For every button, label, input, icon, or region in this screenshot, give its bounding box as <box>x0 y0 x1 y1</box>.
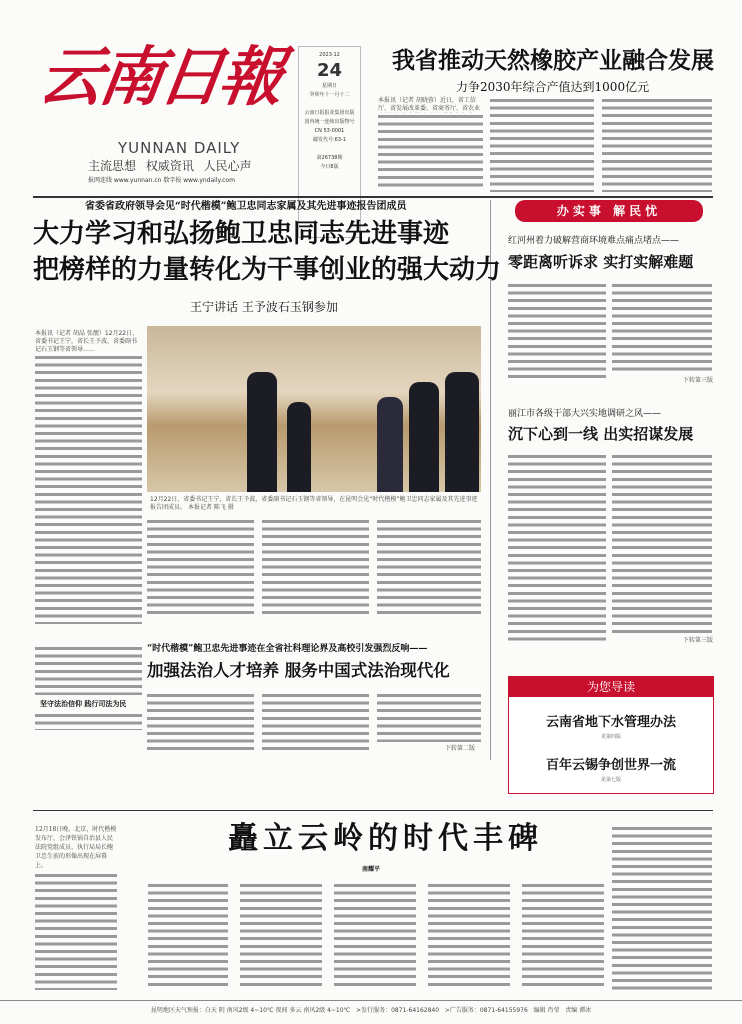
footer-weather: 昆明地区天气预报：白天 阴 南风2级 4~10℃ 夜间 多云 南风2级 4~10℃ <box>150 1007 351 1014</box>
guide-box <box>508 676 714 794</box>
caption-text: 12月22日，省委书记王宁，省长王予波，省委副书记石玉钢等省领导，在昆明会见“时代楷模”鲍卫忠同志家属及其先进事迹报告团成员。 <box>150 496 478 511</box>
publisher: 云南日报报业集团出版 <box>304 110 355 116</box>
main-body-col2 <box>262 518 369 614</box>
feature-col2 <box>240 882 322 990</box>
second-body-col1 <box>147 692 254 752</box>
side1-body-col2 <box>612 282 712 374</box>
side1-kicker: 红河州着力破解营商环境难点痛点堵点—— <box>508 236 680 246</box>
top-body-col2 <box>490 97 594 192</box>
feature-col3 <box>334 882 416 990</box>
side2-kicker: 丽江市各级干部大兴实地调研之风—— <box>508 409 662 419</box>
feature-divider <box>33 810 713 811</box>
main-headline-2[interactable]: 把榜样的力量转化为干事创业的强大动力 <box>33 255 502 285</box>
photo-caption <box>150 496 480 512</box>
second-body-col2 <box>262 692 369 752</box>
guide-item-1-page: 见第四版 <box>600 734 621 740</box>
top-subhead: 力争2030年综合产值达到1000亿元 <box>456 80 650 94</box>
masthead-slogan: 主流思想 权威资讯 人民心声 <box>88 159 252 173</box>
masthead-urls[interactable]: 报网连线 www.yunnan.cn 数字报 www.yndaily.com <box>88 177 235 184</box>
main-body-col1 <box>147 518 254 614</box>
date-year-month: 2023·12 <box>319 52 340 58</box>
date-lunar: 癸卯年十一月十二 <box>309 92 350 98</box>
main-body-col0 <box>35 354 142 624</box>
postal-code: 邮发代号:63-1 <box>312 137 347 143</box>
guide-item-2-page: 见第七版 <box>600 777 621 783</box>
feature-col0 <box>35 872 117 990</box>
second-continued: 下转第二版 <box>445 745 476 752</box>
masthead-divider <box>33 196 713 198</box>
main-kicker: 省委省政府领导会见“时代楷模”鲍卫忠同志家属及其先进事迹报告团成员 <box>85 201 407 212</box>
date-day: 24 <box>316 60 343 81</box>
side1-headline[interactable]: 零距离听诉求 实打实解难题 <box>508 253 694 271</box>
main-lead: 本报讯（记者 胡晶 张靓）12月22日，省委书记王宁，省长王予波，省委副书记石玉钢等省领导…… <box>35 330 139 353</box>
side1-body-col1 <box>508 282 606 382</box>
feature-col6 <box>612 825 712 990</box>
footer-editor: 编辑 肖莹 <box>533 1007 560 1014</box>
feature-col1 <box>148 882 228 990</box>
date-weekday: 星期日 <box>321 83 337 89</box>
feature-col4 <box>428 882 510 990</box>
feature-author: 南耀平 <box>362 866 381 873</box>
issue-number: 第26738期 <box>316 155 343 161</box>
second-body-col3 <box>377 692 481 742</box>
side1-continued: 下转第三版 <box>683 377 714 384</box>
footer-distribution: >发行服务：0871-64162840 <box>356 1007 440 1014</box>
second-headline[interactable]: 加强法治人才培养 服务中国式法治现代化 <box>147 661 450 680</box>
side2-body-col1 <box>508 453 606 643</box>
main-photo[interactable] <box>147 326 481 492</box>
page-count: 今日8版 <box>320 164 339 170</box>
photo-credit: 本报记者 陈飞 摄 <box>187 504 234 511</box>
guide-item-2[interactable]: 百年云锡争创世界一流 <box>545 758 676 773</box>
footer-chief-editor: 责编 谭冰 <box>565 1007 592 1014</box>
guide-title: 为您导读 <box>509 677 713 697</box>
main-subhead: 王宁讲话 王予波石玉钢参加 <box>190 300 338 314</box>
top-body-col1 <box>378 113 483 191</box>
cn-number: CN 53-0001 <box>314 128 345 134</box>
side2-body-col2 <box>612 453 712 633</box>
top-body-col3 <box>602 97 712 192</box>
top-lead: 本报讯（记者 胡晓蓉）近日，省工信厅、省发展改革委、省商务厅、省农业 <box>378 97 481 112</box>
side2-continued: 下转第三版 <box>683 637 714 644</box>
second-kicker: “时代楷模”鲍卫忠先进事迹在全省社科理论界及高校引发强烈反响—— <box>147 644 428 654</box>
top-headline[interactable]: 我省推动天然橡胶产业融合发展 <box>392 48 714 74</box>
feature-headline[interactable]: 矗立云岭的时代丰碑 <box>228 821 543 856</box>
section-banner: 办实事 解民忧 <box>515 200 703 222</box>
masthead-logo: 云南日報 <box>34 40 285 115</box>
footer <box>0 1000 742 1014</box>
main-body-col3 <box>377 518 481 614</box>
second-body-col0 <box>35 645 142 695</box>
guide-item-1[interactable]: 云南省地下水管理办法 <box>545 715 676 730</box>
cn-label: 国内统一连续出版物号 <box>304 119 355 125</box>
second-body-col0b <box>35 712 142 730</box>
side2-headline[interactable]: 沉下心到一线 出实招谋发展 <box>508 425 694 443</box>
feature-lead: 12月18日晚，北京，时代楷模发布厅，会泽铁锅自治县人民法院党组成员、执行局局长鲍卫忠生前的形像出现在屏幕上。 <box>35 826 117 869</box>
second-subsection: 坚守法治信仰 践行司法为民 <box>40 700 127 708</box>
feature-col5 <box>522 882 604 990</box>
footer-ads: >广告服务：0871-64155976 <box>444 1007 528 1014</box>
masthead-english: YUNNAN DAILY <box>118 139 241 157</box>
main-headline-1[interactable]: 大力学习和弘扬鲍卫忠同志先进事迹 <box>33 219 450 249</box>
